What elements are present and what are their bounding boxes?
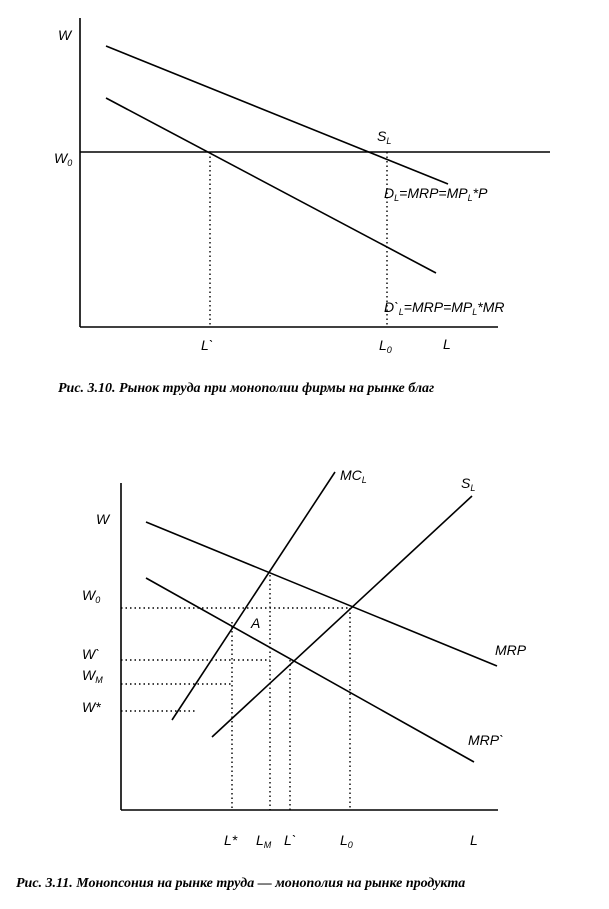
w-star-label: W*	[82, 699, 101, 715]
wm-label: $W_M$	[82, 667, 103, 685]
caption-3-11: Рис. 3.11. Монопсония на рынке труда — монополия на рынке продукта	[16, 876, 466, 891]
figure-3-11	[16, 467, 527, 891]
demand-curve-d	[106, 46, 448, 184]
axis-y-label: W	[96, 511, 110, 527]
supply-label: $S_L$	[377, 128, 392, 146]
l-prime-label: L`	[201, 337, 214, 353]
w0-label: $W_0$	[82, 587, 101, 605]
demand-label: $D_L=MRP=MP_L*P$	[384, 185, 488, 203]
mc-curve	[172, 472, 335, 720]
figure-3-10	[54, 18, 550, 396]
l-prime-label: L`	[284, 832, 297, 848]
lm-label: $L_M$	[256, 832, 272, 850]
l0-label: $L_0$	[340, 832, 353, 850]
point-a-label: A	[251, 615, 261, 631]
w0-label: $W_0$	[54, 150, 73, 168]
mrp-label: MRP	[495, 642, 527, 658]
mrp-prime-label: MRP`	[468, 732, 504, 748]
l0-label: $L_0$	[379, 337, 392, 355]
l-star-label: L*	[224, 832, 238, 848]
axis-x-label: L	[443, 336, 451, 352]
supply-label: $S_L$	[461, 475, 476, 493]
caption-3-10: Рис. 3.10. Рынок труда при монополии фирмы на рынке благ	[58, 381, 435, 396]
axis-y-label: W	[58, 27, 72, 43]
mc-label: $MC_L$	[340, 467, 367, 485]
demand-prime-label: $D`_L=MRP=MP_L*MR$	[384, 299, 505, 317]
mrp-prime-curve	[146, 578, 474, 762]
w-prime-label: W`	[82, 646, 100, 662]
axis-x-label: L	[470, 832, 478, 848]
mrp-curve	[146, 522, 497, 666]
